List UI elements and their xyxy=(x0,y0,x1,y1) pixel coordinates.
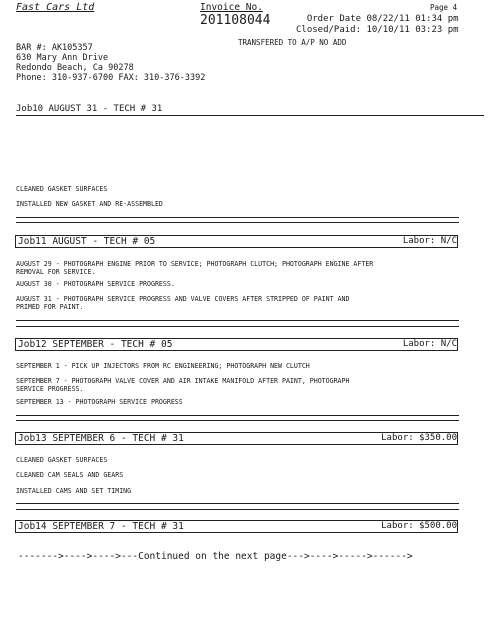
job13-note: INSTALLED CAMS AND SET TIMING xyxy=(16,487,132,495)
job11-note: AUGUST 30 - PHOTOGRAPH SERVICE PROGRESS. xyxy=(16,280,175,288)
divider xyxy=(16,415,459,416)
job14-labor: Labor: $500.00 xyxy=(381,521,457,531)
divider xyxy=(16,217,459,218)
job10-title: Job10 AUGUST 31 - TECH # 31 xyxy=(16,104,163,114)
closed-paid-date: Closed/Paid: 10/10/11 03:23 pm xyxy=(296,25,459,35)
job13-title: Job13 SEPTEMBER 6 - TECH # 31 xyxy=(18,433,184,444)
job11-header xyxy=(15,235,458,248)
order-dates xyxy=(296,14,459,36)
job12-note: SEPTEMBER 1 - PICK UP INJECTORS FROM RC ENGINEERING; PHOTOGRAPH NEW CLUTCH xyxy=(16,362,310,370)
order-date: Order Date 08/22/11 01:34 pm xyxy=(306,14,459,24)
job11-labor: Labor: N/C xyxy=(402,236,457,246)
job14-header xyxy=(15,520,458,533)
divider xyxy=(16,326,459,327)
job12-labor: Labor: N/C xyxy=(402,339,457,349)
city: Redondo Beach, Ca 90278 xyxy=(16,63,134,73)
job13-header xyxy=(15,432,458,445)
divider xyxy=(16,222,459,223)
job13-note: CLEANED CAM SEALS AND GEARS xyxy=(16,471,124,479)
company-name: Fast Cars Ltd xyxy=(16,2,95,13)
phone-fax: Phone: 310-937-6700 FAX: 310-376-3392 xyxy=(16,73,206,83)
job12-note: SEPTEMBER 7 - PHOTOGRAPH VALVE COVER AND AIR INTAKE MANIFOLD AFTER PAINT, PHOTOGRAPH SERVICE PROGRESS. xyxy=(16,377,350,393)
street: 630 Mary Ann Drive xyxy=(16,53,109,63)
job11-note: AUGUST 31 - PHOTOGRAPH SERVICE PROGRESS AND VALVE COVERS AFTER STRIPPED OF PAINT AND PRIMED FOR PAINT. xyxy=(16,295,350,311)
page-number: Page 4 xyxy=(430,3,458,12)
job12-note: SEPTEMBER 13 - PHOTOGRAPH SERVICE PROGRESS xyxy=(16,398,183,406)
divider xyxy=(16,115,484,116)
job12-header xyxy=(15,338,458,351)
job13-labor: Labor: $350.00 xyxy=(381,433,457,443)
divider xyxy=(16,320,459,321)
continued-notice: ------->---->---->---Continued on the next page--->---->----->------> xyxy=(18,551,413,562)
invoice-label: Invoice No. xyxy=(200,2,263,13)
transfer-note: TRANSFERED TO A/P NO ADD xyxy=(238,38,347,47)
address-block xyxy=(16,43,205,83)
divider xyxy=(16,509,459,510)
job13-note: CLEANED GASKET SURFACES xyxy=(16,456,108,464)
divider xyxy=(16,503,459,504)
job14-title: Job14 SEPTEMBER 7 - TECH # 31 xyxy=(18,521,184,532)
job10-note: INSTALLED NEW GASKET AND RE-ASSEMBLED xyxy=(16,200,163,208)
job11-title: Job11 AUGUST - TECH # 05 xyxy=(18,236,156,247)
job12-title: Job12 SEPTEMBER - TECH # 05 xyxy=(18,339,173,350)
invoice-number: 201108044 xyxy=(200,13,271,28)
bar-number: BAR #: AK105357 xyxy=(16,43,93,53)
job10-note: CLEANED GASKET SURFACES xyxy=(16,185,108,193)
job11-note: AUGUST 29 - PHOTOGRAPH ENGINE PRIOR TO SERVICE; PHOTOGRAPH CLUTCH; PHOTOGRAPH ENGINE AFTER REMOVAL FOR SERVICE. xyxy=(16,260,374,276)
divider xyxy=(16,420,459,421)
